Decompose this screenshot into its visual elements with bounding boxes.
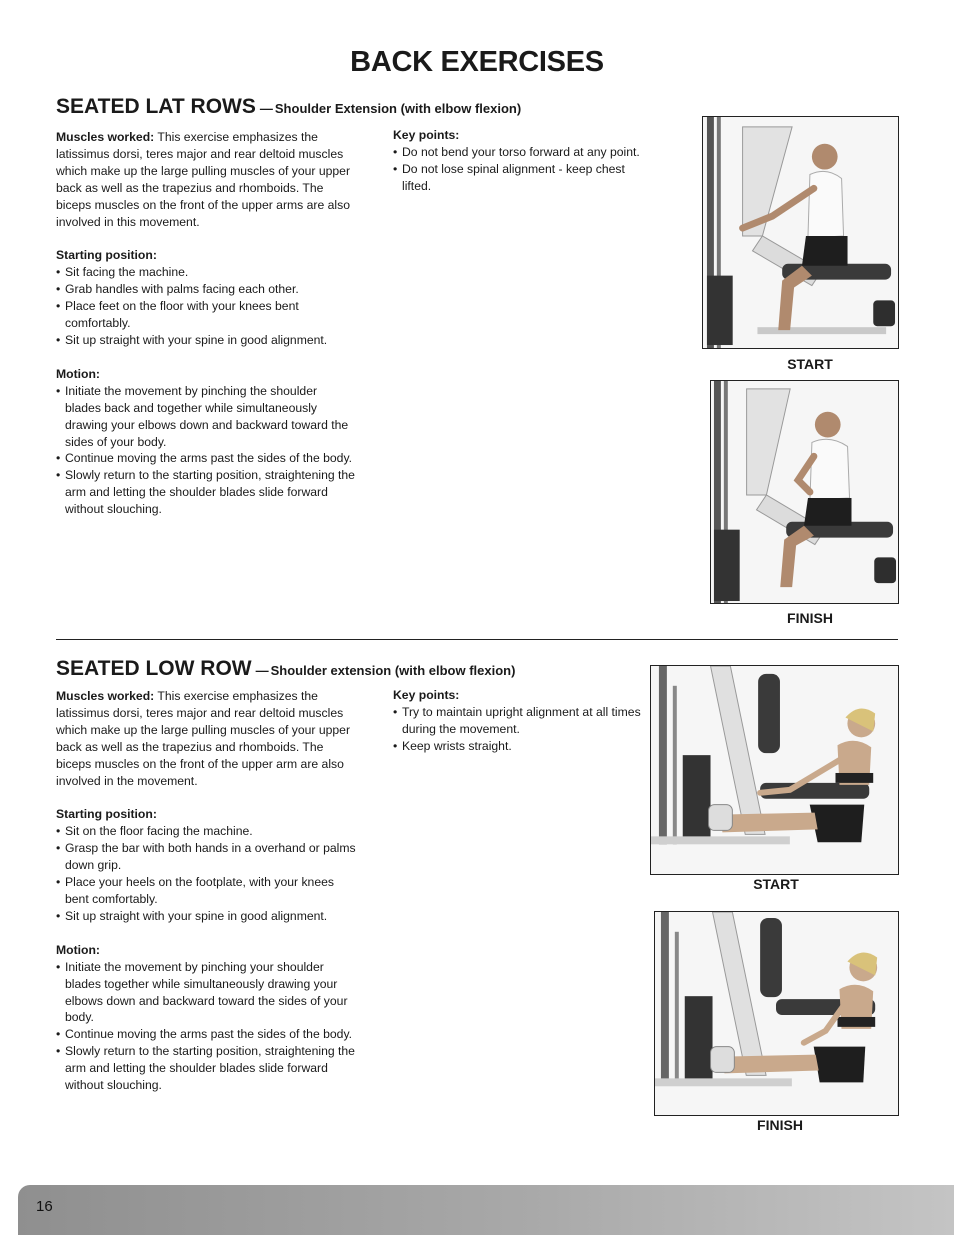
key-points-label: Key points: bbox=[393, 128, 460, 142]
title-dash: — bbox=[259, 101, 273, 116]
list-item: • Slowly return to the starting position, straightening the arm and letting the shoulder blades slide forward without slouching. bbox=[56, 467, 356, 518]
photo-caption-finish: FINISH bbox=[787, 610, 833, 626]
motion-label: Motion: bbox=[56, 942, 100, 957]
key-points-list bbox=[393, 704, 643, 755]
list-item: • Continue moving the arms past the sides of the body. bbox=[56, 1026, 356, 1043]
lat-rows-start-photo bbox=[702, 116, 899, 349]
photo-caption-finish: FINISH bbox=[757, 1117, 803, 1133]
list-item: • Grab handles with palms facing each other. bbox=[56, 281, 356, 298]
muscles-worked-label: Muscles worked: bbox=[56, 689, 155, 703]
muscles-worked-label: Muscles worked: bbox=[56, 130, 155, 144]
low-row-finish-photo bbox=[654, 911, 899, 1116]
footer-band bbox=[18, 1185, 954, 1235]
starting-position-label: Starting position: bbox=[56, 807, 157, 822]
title-dash: — bbox=[255, 663, 269, 678]
section-divider bbox=[56, 639, 898, 640]
section-title: SEATED LAT ROWS bbox=[56, 95, 256, 118]
list-item: • Slowly return to the starting position, straightening the arm and letting the shoulder blades slide forward without slouching. bbox=[56, 1043, 356, 1094]
muscles-worked-paragraph bbox=[56, 129, 356, 230]
key-points-list bbox=[393, 144, 643, 195]
section-subtitle: Shoulder Extension (with elbow flexion) bbox=[274, 101, 522, 116]
low-row-key-points bbox=[393, 687, 643, 755]
list-item: • Grasp the bar with both hands in a overhand or palms down grip. bbox=[56, 840, 356, 874]
muscles-worked-text: This exercise emphasizes the latissimus dorsi, teres major and rear deltoid muscles which make up the large pulling muscles of your upper back as well as the trapezius and rhomboids. The biceps muscles on the front of the upper arms are also involved in this movement. bbox=[56, 130, 351, 229]
list-item: • Sit up straight with your spine in good alignment. bbox=[56, 908, 356, 925]
motion-list bbox=[56, 383, 356, 518]
page-number: 16 bbox=[36, 1198, 53, 1215]
list-item: • Place your heels on the footplate, with your knees bent comfortably. bbox=[56, 874, 356, 908]
low-row-start-photo bbox=[650, 665, 899, 875]
section-heading-seated-low-row bbox=[56, 654, 515, 682]
key-points-label: Key points: bbox=[393, 688, 460, 702]
list-item: • Try to maintain upright alignment at all times during the movement. bbox=[393, 704, 643, 738]
list-item: • Keep wrists straight. bbox=[393, 738, 643, 755]
list-item: • Do not bend your torso forward at any point. bbox=[393, 144, 643, 161]
list-item: • Sit on the floor facing the machine. bbox=[56, 823, 356, 840]
lat-rows-key-points bbox=[393, 127, 643, 195]
muscles-worked-text: This exercise emphasizes the latissimus dorsi, teres major and rear deltoid muscles which make up the large pulling muscles of your upper back as well as the trapezius and rhomboids. The biceps muscles on the front of the upper arm are also involved in the movement. bbox=[56, 689, 351, 788]
lat-rows-finish-photo bbox=[710, 380, 899, 604]
list-item: • Continue moving the arms past the sides of the body. bbox=[56, 450, 356, 467]
list-item: • Do not lose spinal alignment - keep chest lifted. bbox=[393, 161, 643, 195]
section-heading-seated-lat-rows bbox=[56, 92, 521, 120]
section-title: SEATED LOW ROW bbox=[56, 657, 252, 680]
muscles-worked-paragraph bbox=[56, 688, 356, 789]
lat-rows-instructions bbox=[56, 129, 356, 518]
motion-list bbox=[56, 959, 356, 1094]
list-item: • Initiate the movement by pinching your shoulder blades together while simultaneously drawing your elbows down and backward toward the sides of your body. bbox=[56, 959, 356, 1027]
list-item: • Sit up straight with your spine in good alignment. bbox=[56, 332, 356, 349]
photo-caption-start: START bbox=[787, 356, 833, 372]
page-title: BACK EXERCISES bbox=[350, 46, 604, 78]
section-subtitle: Shoulder extension (with elbow flexion) bbox=[270, 663, 516, 678]
list-item: • Place feet on the floor with your knees bent comfortably. bbox=[56, 298, 356, 332]
starting-position-list bbox=[56, 823, 356, 924]
list-item: • Sit facing the machine. bbox=[56, 264, 356, 281]
motion-label: Motion: bbox=[56, 366, 100, 381]
low-row-instructions bbox=[56, 688, 356, 1094]
list-item: • Initiate the movement by pinching the shoulder blades back and together while simultaneously drawing your elbows down and backward toward the sides of your body. bbox=[56, 383, 356, 451]
photo-caption-start: START bbox=[753, 876, 799, 892]
starting-position-list bbox=[56, 264, 356, 349]
starting-position-label: Starting position: bbox=[56, 248, 157, 263]
